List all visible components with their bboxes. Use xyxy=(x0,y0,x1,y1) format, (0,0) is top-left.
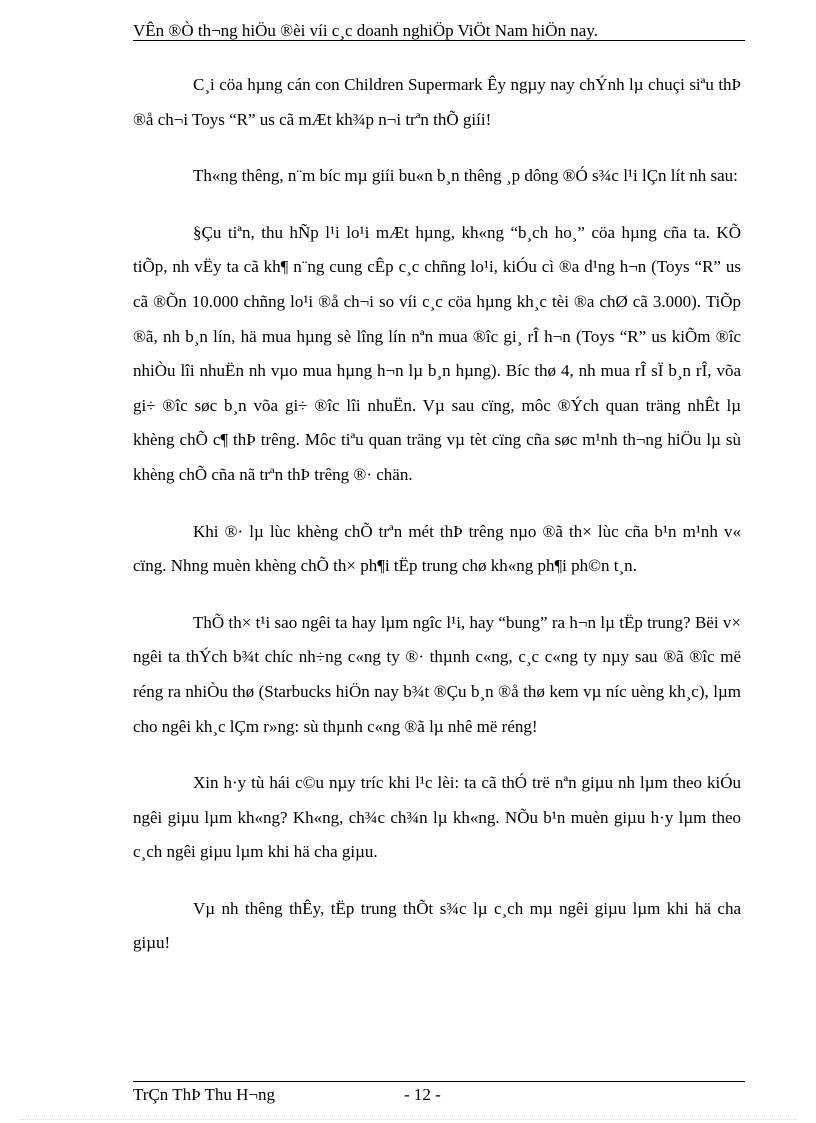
paragraph-6: Xin h·y tù hái c©u nµy tríc khi l¹c lèi: ta cã thÓ trë nªn giµu nh lµm theo kiÓu ngêi giµu lµm kh«ng? Kh«ng, ch¾c ch¾n lµ kh«ng. NÕu b¹n muèn giµu h·y lµm theo c¸ch ngêi giµu lµm khi hä cha giµu. xyxy=(133,773,741,862)
paragraph-2: Th«ng thêng, n¨m bíc mµ giíi bu«n b¸n thêng ¸p dông ®Ó s¾c l¹i lÇn lít nh sau: xyxy=(193,166,738,186)
document-body xyxy=(133,68,741,983)
paragraph-4: Khi ®· lµ lùc khèng chÕ trªn mét thÞ trêng nµo ®ã th× lùc cña b¹n m¹nh v« cïng. Nhng muèn khèng chÕ th× ph¶i tËp trung chø kh«ng ph¶i ph©n t¸n. xyxy=(133,521,741,576)
page-bottom-border xyxy=(20,1119,796,1120)
header-rule xyxy=(133,40,745,41)
paragraph-3: §Çu tiªn, thu hÑp l¹i lo¹i mÆt hµng, kh«ng “b¸ch ho¸” cöa hµng cña ta. KÕ tiÕp, nh vËy ta cã kh¶ n¨ng cung cÊp c¸c chñng lo¹i, kiÓu cì ®a d¹ng h¬n (Toys “R” us cã ®Õn 10.000 chñng lo¹i ®å ch¬i so víi c¸c cöa hµng kh¸c tèi ®a chØ cã 3.000). TiÕp ®ã, nh b¸n lín, hä mua hµng sè lîng lín nªn mua ®îc gi¸ rÎ h¬n (Toys “R” us kiÕm ®îc nhiÒu lîi nhuËn nh vµo mua hµng h¬n lµ b¸n hµng). Bíc thø 4, nh mua rÎ sÏ b¸n rÎ, võa gi÷ ®îc søc b¸n võa gi÷ ®îc lîi nhuËn. Vµ sau cïng, môc ®Ých quan träng nhÊt lµ khèng chÕ c¶ thÞ trêng. Môc tiªu quan träng vµ tèt cïng cña søc m¹nh th¬ng hiÖu lµ sù khèng chÕ cña nã trªn thÞ trêng ®· chän. xyxy=(133,222,741,484)
footer-rule xyxy=(133,1081,745,1082)
paragraph-1: C¸i cöa hµng cán con Children Supermark Êy ngµy nay chÝnh lµ chuçi siªu thÞ ®å ch¬i Toys “R” us cã mÆt kh¾p n¬i trªn thÕ giíi! xyxy=(133,75,741,129)
paragraph-5: ThÕ th× t¹i sao ngêi ta hay lµm ngîc l¹i, hay “bung” ra h¬n lµ tËp trung? Bëi v× ngêi ta thÝch b¾t chíc nh÷ng c«ng ty ®· thµnh c«ng, c¸c c«ng ty nµy sau ®ã ®îc më réng ra nhiÒu thø (Starbucks hiÖn nay b¾t ®Çu b¸n ®å thø kem vµ níc uèng kh¸c), lµm cho ngêi kh¸c lÇm r»ng: sù thµnh c«ng ®ã lµ nhê më réng! xyxy=(133,612,741,736)
footer-author: TrÇn ThÞ Thu H¬ng xyxy=(133,1085,276,1104)
header-title: VÊn ®Ò th¬ng hiÖu ®èi víi c¸c doanh nghiÖp ViÖt Nam hiÖn nay. xyxy=(133,21,599,40)
page-number: - 12 - xyxy=(404,1085,441,1104)
paragraph-7: Vµ nh thêng thÊy, tËp trung thÕt s¾c lµ c¸ch mµ ngêi giµu lµm khi hä cha giµu! xyxy=(133,898,741,953)
